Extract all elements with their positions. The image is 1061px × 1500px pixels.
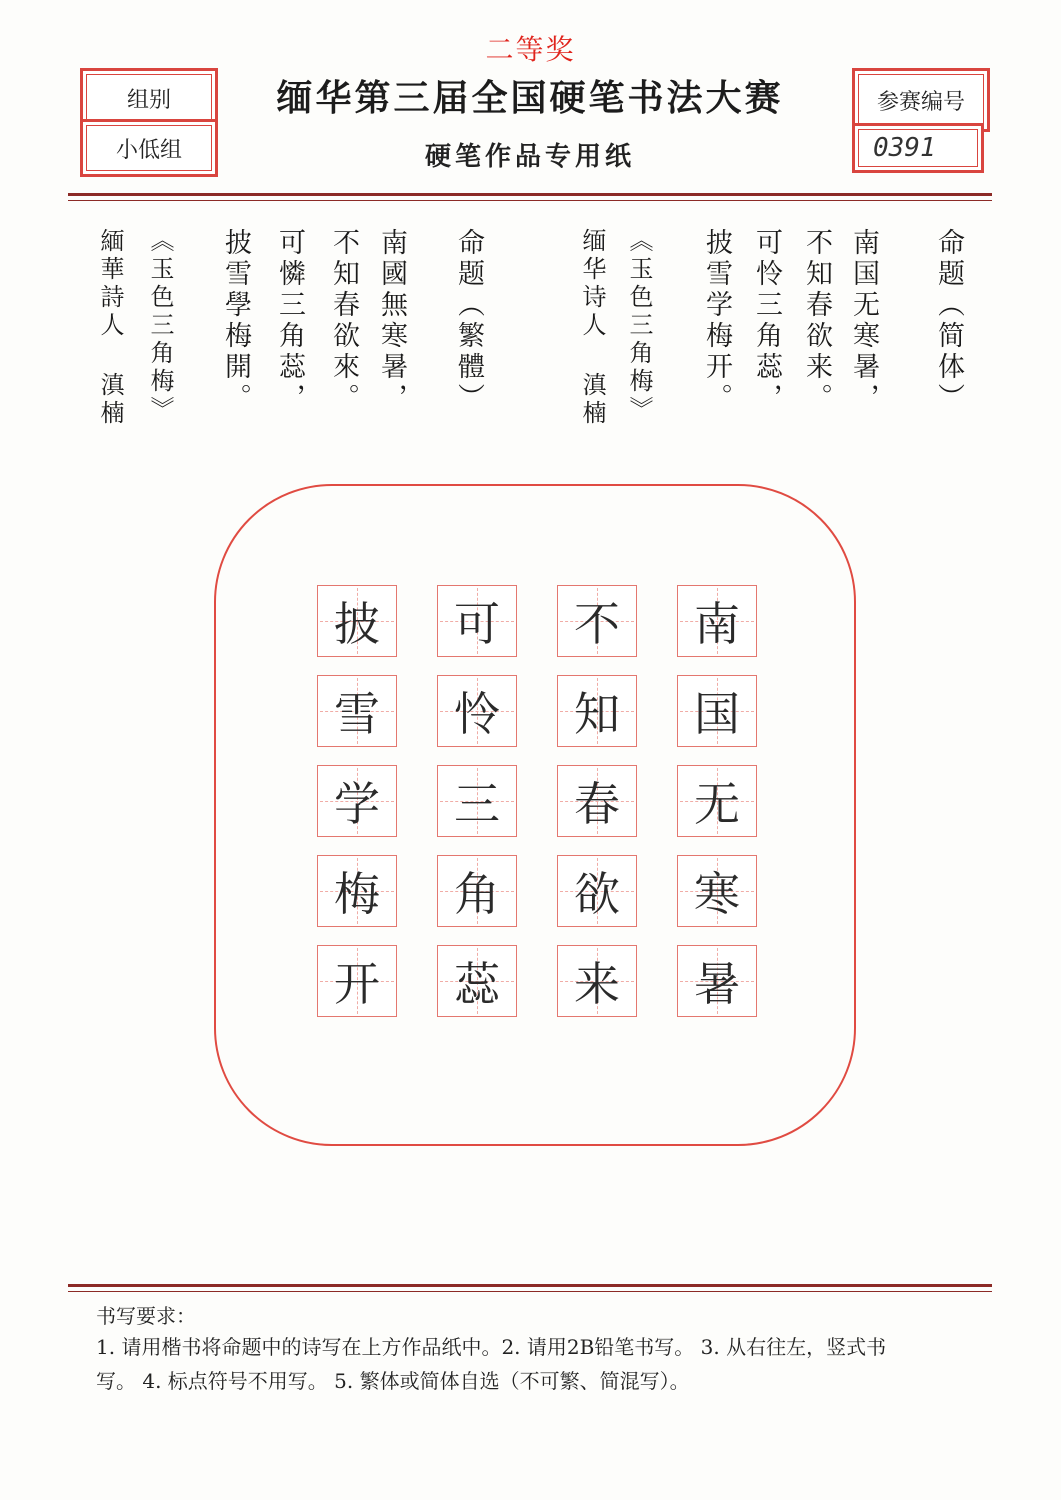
prompt-column: 可怜三角蕊， (751, 228, 782, 414)
grid-char: 暑 (694, 957, 740, 1011)
footer-divider (68, 1284, 992, 1287)
grid-char: 三 (454, 777, 500, 831)
grid-cell (557, 585, 637, 657)
grid-char: 雪 (334, 687, 380, 741)
group-label-box: 组别 (80, 68, 218, 128)
grid-char: 南 (694, 597, 740, 651)
grid-char: 知 (574, 687, 620, 741)
grid-cell (677, 585, 757, 657)
grid-char: 怜 (454, 687, 500, 741)
grid-cell (437, 765, 517, 837)
prompt-column: 披雪学梅开。 (701, 228, 732, 414)
grid-cell (557, 765, 637, 837)
header-divider-thin (68, 200, 992, 201)
prompt-column: 緬華詩人 滇楠 (96, 228, 124, 428)
grid-cell (437, 585, 517, 657)
contest-title: 缅华第三届全国硬笔书法大赛 (276, 77, 784, 119)
prompt-column: 可憐三角蕊， (274, 228, 305, 414)
grid-cell (437, 855, 517, 927)
grid-cell (317, 675, 397, 747)
entry-number-value-box: 0391 (852, 123, 984, 173)
grid-char: 角 (454, 867, 500, 921)
prompt-column: 披雪學梅開。 (220, 228, 251, 414)
requirements-body: 1. 请用楷书将命题中的诗写在上方作品纸中。2. 请用2B铅笔书写。 3. 从右往左，竖式书写。 4. 标点符号不用写。 5. 繁体或简体自选（不可繁、简混写）。 (96, 1335, 887, 1393)
grid-cell (557, 945, 637, 1017)
paper-subtitle: 硬笔作品专用纸 (424, 142, 635, 172)
grid-cell (557, 675, 637, 747)
prompt-column: 命题（繁體） (453, 228, 484, 414)
grid-cell (677, 765, 757, 837)
prompt-column: 南國無寒暑， (376, 228, 407, 414)
footer-divider-thin (68, 1291, 992, 1292)
grid-cell (437, 945, 517, 1017)
grid-char: 国 (694, 687, 740, 741)
grid-char: 不 (574, 597, 620, 651)
grid-char: 春 (574, 777, 620, 831)
grid-char: 学 (334, 777, 380, 831)
prompt-column: 命题（简体） (933, 228, 964, 414)
grid-char: 开 (334, 957, 380, 1011)
grid-cell (317, 855, 397, 927)
prompt-column: 南国无寒暑， (848, 228, 879, 414)
grid-cell (677, 855, 757, 927)
grid-char: 来 (574, 957, 620, 1011)
header-divider (68, 193, 992, 196)
prompt-column: 不知春欲來。 (328, 228, 359, 414)
grid-char: 可 (454, 597, 500, 651)
grid-cell (677, 675, 757, 747)
grid-char: 欲 (574, 867, 620, 921)
grid-cell (317, 585, 397, 657)
grid-cell (557, 855, 637, 927)
award-label: 二等奖 (485, 33, 576, 66)
entry-number-label-box: 参赛编号 (852, 68, 990, 132)
grid-cell (677, 945, 757, 1017)
prompt-column: 缅华诗人 滇楠 (578, 228, 606, 428)
artwork-frame (214, 484, 856, 1146)
group-value-box: 小低组 (80, 119, 218, 177)
requirements-title: 书写要求： (96, 1304, 196, 1328)
grid-cell (317, 945, 397, 1017)
grid-char: 寒 (694, 867, 740, 921)
grid-cell (317, 765, 397, 837)
prompt-column: 《玉色三角梅》 (146, 228, 174, 424)
grid-char: 披 (334, 597, 380, 651)
prompt-column: 《玉色三角梅》 (625, 228, 653, 424)
grid-char: 无 (694, 777, 740, 831)
prompt-column: 不知春欲来。 (801, 228, 832, 414)
grid-char: 蕊 (454, 957, 500, 1011)
grid-char: 梅 (334, 867, 380, 921)
grid-cell (437, 675, 517, 747)
